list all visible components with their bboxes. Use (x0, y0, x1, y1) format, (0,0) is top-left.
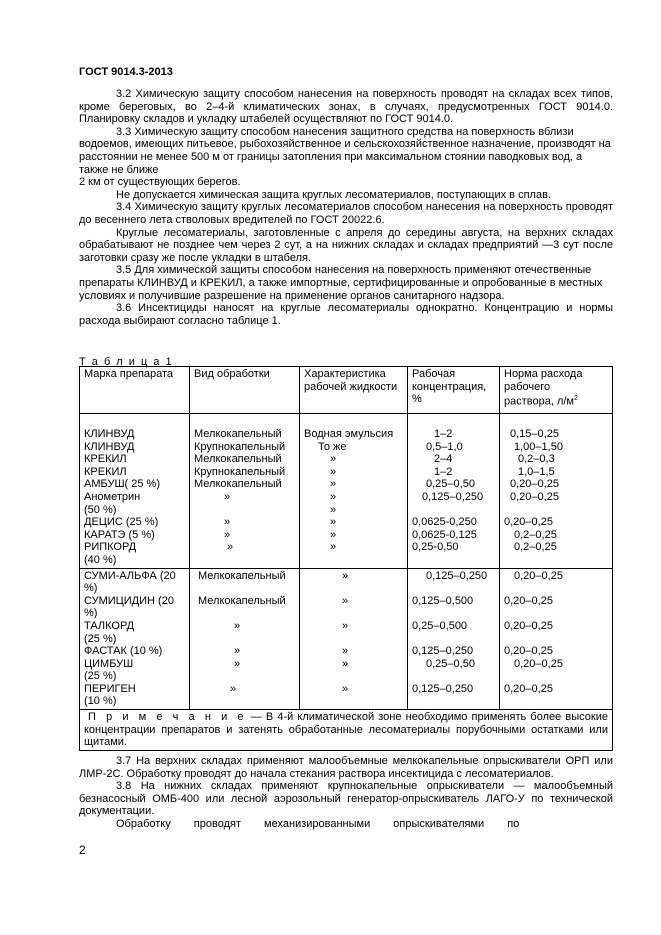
paragraph-3-4: 3.4 Химическую защиту круглых лесоматериалов способом нанесения на поверхность проводят до весеннего лета стволовых вредителей по ГОСТ 20022.6. (79, 201, 613, 226)
paragraph-3-3-continued: 2 км от существующих берегов. (79, 176, 241, 189)
table-caption: Т а б л и ц а 1 (79, 356, 174, 368)
paragraph-3-7: 3.7 На верхних складах применяют малообъемные мелкокапельные опрыскиватели ОРП или ЛМР-2С. Обработку проводят до начала стекания раствора инсектицида с лесоматериалов. (79, 755, 613, 780)
group2-norm: 0,20–0,25 0,20–0,25 0,20–0,25 0,20–0,25 0,20–0,25 0,20–0,25 (500, 568, 613, 710)
paragraph-3-5: 3.5 Для химической защиты способом нанесения на поверхность применяют отечественные препараты КЛИНВУД и КРЕКИЛ, а также импортные, сертифицированные и опробованные в местных условиях и получившие разрешение на применение органов санитарного надзора. (79, 264, 603, 302)
header-liquid: Характеристика рабочей жидкости (300, 367, 408, 414)
table-1 (79, 366, 613, 751)
group1-liquids: Водная эмульсия То же » » » » » » » » (300, 414, 408, 569)
paragraph-last: Обработку проводят механизированными опрыскивателями по (116, 817, 520, 830)
paragraph-round-timber: Круглые лесоматериалы, заготовленные с апреля до середины августа, на верхних складах обрабатывают не позднее чем через 2 сут, а на нижних складах и складах предприятий —3 сут после заготовки сразу же после укладки в штабеля. (79, 226, 613, 264)
page-number: 2 (79, 843, 86, 857)
paragraph-3-3: 3.3 Химическую защиту способом нанесения защитного средства на поверхность вблизи водоемов, имеющих питьевое, рыбохозяйственное и сельскохозяйственное назначение, производят на расстоянии не менее 500 м от границы затопления при максимальном стоянии паводковых вод, а также не ближе (79, 125, 611, 176)
paragraph-no-rafting: Не допускается химическая защита круглых лесоматериалов, поступающих в сплав. (116, 188, 551, 201)
paragraph-3-8: 3.8 На нижних складах применяют крупнокапельные опрыскиватели — малообъемный безнасосный ОМБ-400 или лесной аэрозольный генератор-опрыскиватель ЛАГО-У по технической документации. (79, 780, 613, 818)
header-treatment-type: Вид обработки (190, 367, 300, 414)
after-table-text (79, 755, 613, 831)
group2-names: СУМИ-АЛЬФА (20 %) СУМИЦИДИН (20 %) ТАЛКОРД (25 %) ФАСТАК (10 %) ЦИМБУШ (25 %) ПЕРИГЕН (10 %) (80, 568, 190, 710)
document-code-header: ГОСТ 9014.3-2013 (79, 66, 173, 78)
header-concentration: Рабочая концентрация, % (408, 367, 500, 414)
header-norm: Норма расхода рабочего раствора, $л/м^2$ (500, 367, 613, 414)
note-label: П р и м е ч а н и е (88, 711, 247, 724)
table-note (80, 710, 613, 751)
group2-types: Мелкокапельный Мелкокапельный » » » » (190, 568, 300, 710)
table-note-row (80, 710, 613, 751)
group1-names: КЛИНВУД КЛИНВУД КРЕКИЛ КРЕКИЛ АМБУШ( 25 %) Анометрин (50 %) ДЕЦИС (25 %) КАРАТЭ (5 %) РИПКОРД (40 %) (80, 414, 190, 569)
table-group2-row (80, 568, 613, 710)
table-header-row (80, 367, 613, 414)
paragraph-3-6: 3.6 Инсектициды наносят на круглые лесоматериалы однократно. Концентрацию и нормы расхода выбирают согласно таблице 1. (79, 302, 613, 327)
group2-liquids: » » » » » » (300, 568, 408, 710)
note-text: — В 4-й климатической зоне необходимо применять более высокие концентрации препаратов и затенять обработанные лесоматериалы порубочными остатками или щитами. (84, 711, 608, 749)
paragraph-3-2: 3.2 Химическую защиту способом нанесения на поверхность проводят на складах всех типов, кроме береговых, во 2–4-й климатических зонах, в случаях, предусмотренных ГОСТ 9014.0. Планировку складов и укладку штабелей осуществляют по ГОСТ 9014.0. (79, 88, 613, 126)
table-group1-row (80, 414, 613, 569)
group1-types: Мелкокапельный Крупнокапельный Мелкокапельный Крупнокапельный Мелкокапельный » » » » (190, 414, 300, 569)
group1-concentration: 1–2 0,5–1,0 2–4 1–2 0,25–0,50 0,125–0,250 0,0625-0,250 0,0625-0,125 0,25-0,50 (408, 414, 500, 569)
header-brand: Марка препарата (80, 367, 190, 414)
group1-norm: 0,15–0,25 1,00–1,50 0,2–0,3 1,0–1,5 0,20–0,25 0,20–0,25 0,20–0,25 0,2–0,25 0,2–0,25 (500, 414, 613, 569)
group2-concentration: 0,125–0,250 0,125–0,500 0,25–0,500 0,125–0,250 0,25–0,50 0,125–0,250 (408, 568, 500, 710)
body-text (79, 88, 613, 327)
